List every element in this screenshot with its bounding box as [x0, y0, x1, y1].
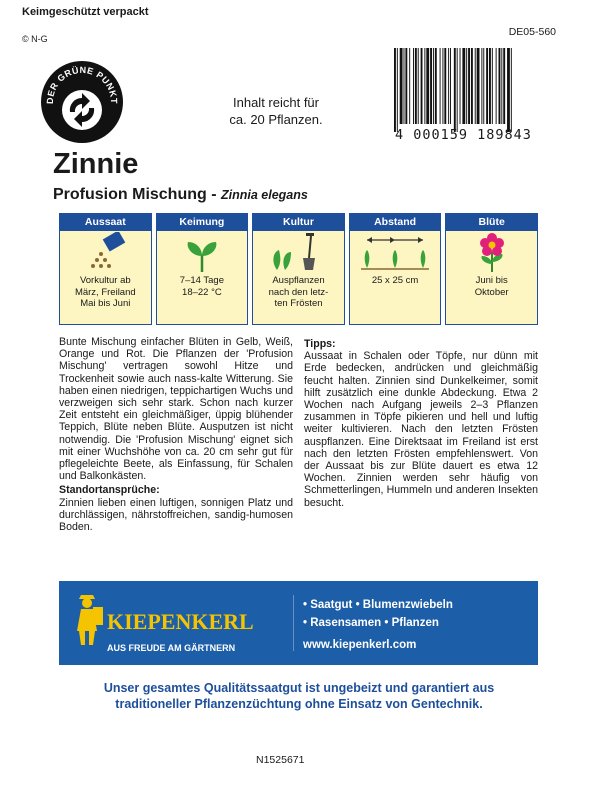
copyright-text: © N-G	[22, 34, 48, 44]
barcode-bar	[435, 48, 437, 124]
kiepenkerl-figure-icon	[77, 595, 103, 645]
barcode-bar	[477, 48, 480, 124]
location-heading: Standortansprüche:	[59, 484, 160, 497]
barcode-bar	[471, 48, 473, 124]
barcode-bar	[418, 48, 419, 124]
tips-heading: Tipps:	[304, 338, 336, 350]
barcode	[392, 48, 554, 132]
info-box-germination: Keimung 7–14 Tage 18–22 °C	[156, 213, 249, 325]
growing-info-boxes	[59, 213, 538, 325]
barcode-bar	[404, 48, 405, 124]
brand-url[interactable]: www.kiepenkerl.com	[303, 639, 417, 651]
barcode-bar	[499, 48, 501, 124]
recycle-arrows-icon	[62, 90, 102, 130]
tips-text: Aussaat in Schalen oder Töpfe, nur dünn mit Erde bedecken, andrücken und gleichmäßig feucht halten. Zinnien sind Dunkelkeimer, somit hilft zusätzlich eine dunkle Abdeckung. Etwa 2 Wochen nach Aufgang jeweils 2–3 Pflanzen zusammen in Töpfe pikieren und hell und luftig weiter kultivieren. Nach den letzten Frösten auspflanzen. Eine Direktsaat im Freiland ist erst nach den letzten Frösten empfehlenswert. Von der Aussaat bis zur Blüte dauert es etwa 12 Wochen. Zinnien werden sehr häufig von Schmetterlingen, Hummeln und anderen Insekten besucht.	[304, 350, 538, 509]
brand-line-1: • Saatgut • Blumenzwiebeln	[303, 599, 453, 611]
seed-packet-icon	[75, 232, 135, 274]
green-dot-label: DER GRÜNE PUNKT	[44, 64, 120, 105]
barcode-bar	[454, 48, 456, 132]
brand-name: KIEPENKERL	[107, 609, 254, 634]
barcode-bar	[442, 48, 443, 124]
flower-icon	[462, 232, 522, 274]
barcode-bar	[413, 48, 414, 124]
location-text: Zinnien lieben einen luftigen, sonnigen Platz und durchlässigen, nährstoffreichen, sandig-humosen Boden.	[59, 496, 293, 534]
footer-code: N1525671	[256, 754, 305, 766]
barcode-bar	[421, 48, 423, 124]
barcode-bar	[415, 48, 417, 124]
barcode-bar	[405, 48, 407, 124]
barcode-bar	[511, 48, 512, 132]
tips-column	[304, 336, 538, 509]
barcode-bar	[430, 48, 432, 124]
barcode-bar	[394, 48, 396, 132]
barcode-bar	[489, 48, 491, 124]
info-box-bloom: Blüte Juni bis Oktober	[445, 213, 538, 325]
barcode-bar	[503, 48, 505, 124]
barcode-bar	[462, 48, 465, 124]
info-box-spacing: Abstand 25 x 25 cm	[349, 213, 442, 325]
barcode-bar	[468, 48, 470, 124]
barcode-bar	[397, 48, 398, 132]
content-note: Inhalt reicht für ca. 20 Pflanzen.	[229, 95, 323, 127]
product-subtitle: Profusion Mischung - Zinnia elegans	[53, 186, 308, 203]
barcode-bar	[496, 48, 497, 124]
spacing-arrows-icon	[355, 232, 435, 274]
info-box-cultivation: Kultur Auspflanzen nach den letz- ten Frösten	[252, 213, 345, 325]
kiepenkerl-logo	[67, 589, 287, 659]
description-text: Bunte Mischung einfacher Blüten in Gelb, Weiß, Orange und Rot. Die Pflanzen der 'Profusion Mischung' vertragen sowohl Hitze und Trockenheit sowie auch nass-kalte Witterung. Sie haben einen niedrigen, teppichartigen Wuchs und verzweigen sich sehr stark. Schon nach kurzer Zeit entsteht ein gleichmäßiger, üppig blühender Teppich, Blüte neben Blüte. Ausputzen ist nicht notwendig. Die 'Profusion Mischung' eignet sich mit einer Wuchshöhe von ca. 20 cm sehr gut für pflegeleichte Beete, als Einfassung, für Schalen und Balkonkästen.	[59, 336, 293, 483]
barcode-bar	[486, 48, 488, 124]
barcode-bar	[481, 48, 482, 124]
barcode-bar	[475, 48, 476, 124]
shovel-plants-icon	[263, 232, 333, 274]
banner-divider	[293, 595, 294, 651]
seedling-icon	[172, 232, 232, 274]
info-box-sowing: Aussaat Vorkultur ab März, Freiland Mai bis Juni	[59, 213, 152, 325]
barcode-bar	[433, 48, 434, 124]
barcode-bar	[424, 48, 425, 124]
barcode-bar	[507, 48, 510, 132]
product-title: Zinnie	[53, 148, 139, 180]
barcode-bar	[501, 48, 502, 124]
brand-line-2: • Rasensamen • Pflanzen	[303, 617, 439, 629]
barcode-bar	[400, 48, 403, 124]
barcode-bar	[426, 48, 429, 124]
variety-name: Profusion Mischung	[53, 186, 207, 203]
barcode-bar	[409, 48, 410, 124]
barcode-bar	[492, 48, 493, 124]
green-dot-logo	[40, 60, 124, 144]
barcode-bar	[483, 48, 484, 124]
barcode-bar	[448, 48, 449, 124]
article-number: DE05-560	[508, 26, 556, 38]
packaging-note: Keimgeschützt verpackt	[22, 6, 149, 18]
barcode-bar	[444, 48, 446, 124]
barcode-bar	[440, 48, 441, 124]
description-column	[59, 336, 293, 533]
barcode-digits: 4 000159 189843	[395, 127, 532, 143]
quality-guarantee: Unser gesamtes Qualitätssaatgut ist ungebeizt und garantiert aus traditioneller Pflanzenzüchtung ohne Einsatz von Gentechnik.	[103, 681, 495, 711]
barcode-bar	[460, 48, 461, 124]
brand-banner	[59, 581, 538, 665]
barcode-bar	[457, 48, 458, 132]
barcode-bar	[466, 48, 467, 124]
barcode-bar	[450, 48, 451, 124]
brand-slogan: AUS FREUDE AM GÄRTNERN	[107, 643, 236, 653]
latin-name: Zinnia elegans	[221, 188, 308, 202]
